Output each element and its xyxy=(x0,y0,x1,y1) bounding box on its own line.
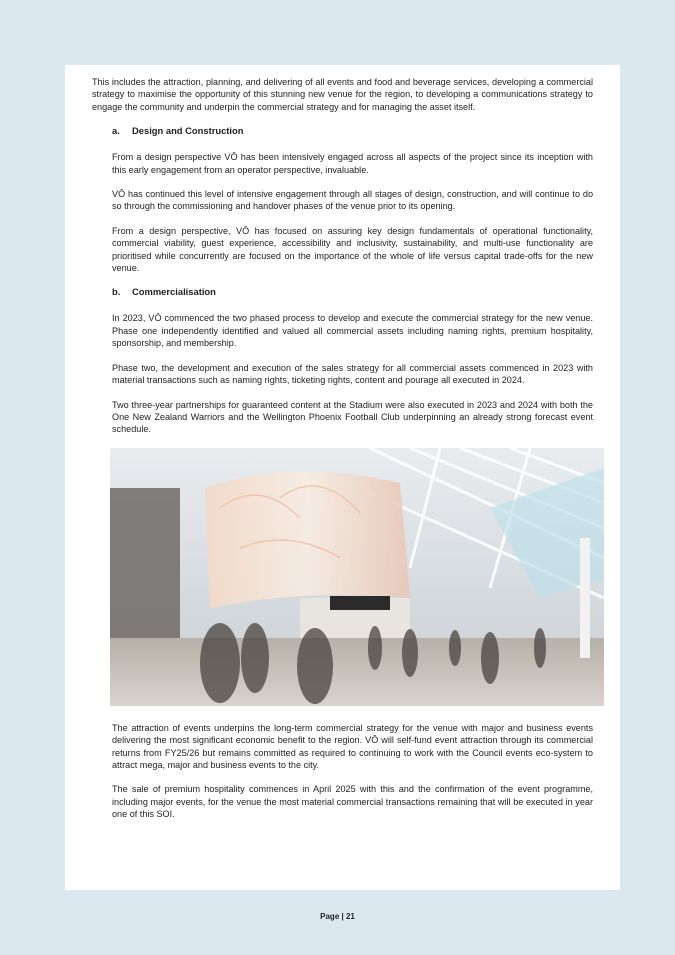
intro-paragraph: This includes the attraction, planning, and delivering of all events and food and beverage services, developing a commercial strategy to maximise the opportunity of this stunning new venue for the region, to developing a communications strategy to engage the community and underpin the commercial strategy and for managing the asset itself. xyxy=(92,77,593,112)
concourse-illustration xyxy=(110,448,604,706)
section-b-paragraph: Two three-year partnerships for guaranteed content at the Stadium were also executed in 2023 and 2024 with both the One New Zealand Warriors and the Wellington Phoenix Football Club underpinning an already strong forecast event schedule. xyxy=(112,399,593,435)
section-a-heading xyxy=(112,125,593,137)
document-page xyxy=(65,65,620,890)
section-b-paragraph: Phase two, the development and execution of the sales strategy for all commercial assets commenced in 2023 with material transactions such as naming rights, ticketing rights, content and pourage all executed in 2024. xyxy=(112,362,593,386)
section-a-paragraph: From a design perspective, VŌ has focused on assuring key design fundamentals of operational functionality, commercial viability, guest experience, accessibility and inclusivity, sustainability, and multi-use functionality are prioritised while concurrently are focused on the importance of the whole of life versus capital trade-offs for the new venue. xyxy=(112,225,593,274)
section-b-letter: b. xyxy=(112,286,121,298)
section-b-heading xyxy=(112,286,593,298)
section-b-paragraph: In 2023, VŌ commenced the two phased process to develop and execute the commercial strategy for the new venue. Phase one independently identified and valued all commercial assets including naming rights, premium hospitality, sponsorship, and membership. xyxy=(112,313,593,349)
closing-paragraph: The attraction of events underpins the long-term commercial strategy for the venue with major and business events delivering the most significant economic benefit to the region. VŌ will self-fund event attraction through its commercial returns from FY25/26 but remains committed as required to continuing to work with the Council events eco-system to attract mega, major and business events to the city. xyxy=(112,722,593,770)
section-b-title: Commercialisation xyxy=(132,286,216,298)
section-a-paragraph: VŌ has continued this level of intensive engagement through all stages of design, construction, and will continue to do so through the commissioning and handover phases of the venue prior to its opening. xyxy=(112,189,593,212)
section-a-title: Design and Construction xyxy=(132,125,244,137)
section-a-paragraph: From a design perspective VŌ has been intensively engaged across all aspects of the project since its inception with this early engagement from an operator perspective, invaluable. xyxy=(112,152,593,175)
page-number: Page | 21 xyxy=(320,912,355,921)
stadium-concourse-render-image xyxy=(110,448,604,706)
section-a-letter: a. xyxy=(112,125,120,137)
closing-paragraph: The sale of premium hospitality commences in April 2025 with this and the confirmation of the event programme, including major events, for the venue the most material commercial transactions remaining that will be executed in year one of this SOI. xyxy=(112,784,593,820)
